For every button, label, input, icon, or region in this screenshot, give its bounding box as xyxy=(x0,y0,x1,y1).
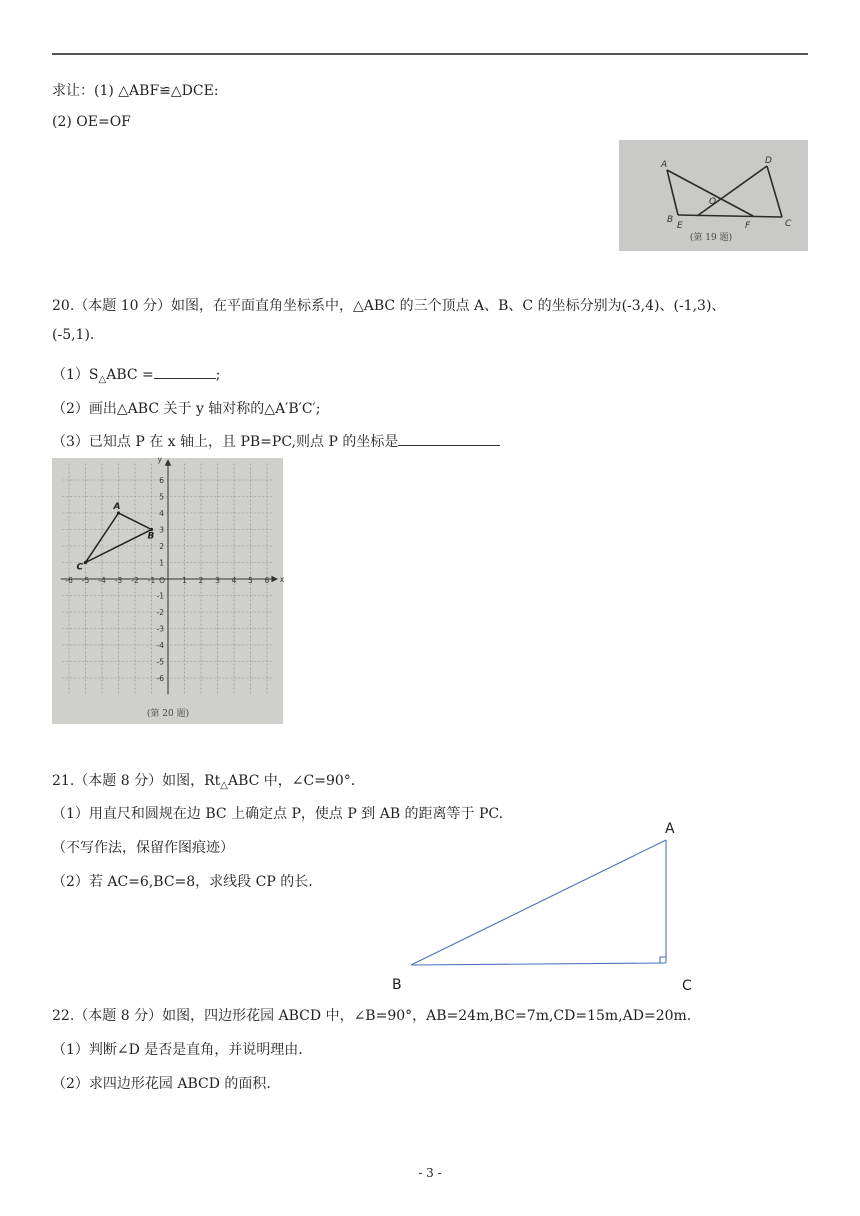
x-tick-label: 3 xyxy=(215,576,220,585)
q21-line1-prefix: 21.（本题 8 分）如图，Rt xyxy=(52,773,221,789)
y-tick-label: -5 xyxy=(156,657,164,667)
q21-label-A: A xyxy=(665,821,675,837)
y-tick-label: -4 xyxy=(156,641,164,650)
y-axis-label: y xyxy=(157,455,162,465)
q21-figure xyxy=(385,812,705,997)
x-tick-label: 6 xyxy=(264,576,270,585)
q21-line1 xyxy=(52,770,365,791)
q21-part2: （2）若 AC=6,BC=8，求线段 CP 的长. xyxy=(52,874,313,890)
q20-part3 xyxy=(52,431,500,451)
x-tick-label: -1 xyxy=(147,576,156,585)
y-tick-label: 5 xyxy=(159,492,164,502)
q21-part1: （1）用直尺和圆规在边 BC 上确定点 P，使点 P 到 AB 的距离等于 PC. xyxy=(52,806,504,822)
x-tick-label: 4 xyxy=(231,576,237,585)
x-tick-label: 5 xyxy=(248,576,253,585)
origin-label: O xyxy=(159,576,165,585)
x-tick-label: 1 xyxy=(182,576,187,585)
q19-figure xyxy=(619,140,808,251)
q19-label-F: F xyxy=(745,221,751,231)
q19-label-D: D xyxy=(765,156,772,166)
q20-part1-end: ; xyxy=(215,367,221,383)
q20-part1-blank xyxy=(154,366,216,379)
q19-line2: (2) OE=OF xyxy=(52,114,131,130)
q20-part1-suffix: ABC = xyxy=(106,367,154,383)
header-rule xyxy=(52,53,808,55)
y-tick-label: 4 xyxy=(159,509,164,518)
y-tick-label: 2 xyxy=(159,542,164,551)
q22-part2: （2）求四边形花园 ABCD 的面积. xyxy=(52,1076,271,1092)
q19-line1: 求让：(1) △ABF≌△DCE: xyxy=(52,83,219,99)
page-number: - 3 - xyxy=(418,1166,442,1180)
q20-figure xyxy=(52,455,285,724)
q21-line1-suffix: ABC 中，∠C=90°． xyxy=(227,773,365,789)
x-tick-label: -2 xyxy=(131,576,139,585)
y-tick-label: -2 xyxy=(156,608,164,617)
q22-line1: 22.（本题 8 分）如图，四边形花园 ABCD 中，∠B=90°，AB=24m,BC=7m,CD=15m,AD=20m. xyxy=(52,1008,692,1024)
q22-part1: （1）判断∠D 是否是直角，并说明理由. xyxy=(52,1042,303,1058)
q20-part1 xyxy=(52,364,220,385)
x-axis-label: x xyxy=(279,575,285,584)
vertex-label-B: B xyxy=(147,531,155,542)
q20-part3-text: （3）已知点 P 在 x 轴上，且 PB=PC,则点 P 的坐标是 xyxy=(52,434,399,450)
q20-part3-blank xyxy=(398,433,500,446)
y-tick-label: 6 xyxy=(159,476,164,485)
y-tick-label: -3 xyxy=(156,624,164,634)
q19-caption: (第 19 题) xyxy=(689,233,733,243)
x-tick-label: 2 xyxy=(198,576,204,585)
q20-line2: (-5,1). xyxy=(52,327,95,343)
x-tick-label: -5 xyxy=(81,576,90,585)
q19-label-E: E xyxy=(677,221,683,231)
q20-caption: (第 20 题) xyxy=(146,709,190,719)
vertex-C xyxy=(84,561,87,564)
vertex-label-A: A xyxy=(113,502,121,512)
q19-label-C: C xyxy=(785,219,792,229)
q19-label-O: O xyxy=(709,197,717,207)
q21-label-B: B xyxy=(392,977,402,993)
q21-line1-sub: △ xyxy=(220,780,228,791)
q20-line1: 20.（本题 10 分）如图，在平面直角坐标系中，△ABC 的三个顶点 A、B、C 的坐标分别为(-3,4)、(-1,3)、 xyxy=(52,298,726,314)
q19-label-A: A xyxy=(661,160,668,170)
y-tick-label: -1 xyxy=(156,591,164,601)
q21-part1-note: （不写作法，保留作图痕迹） xyxy=(52,840,234,856)
x-tick-label: -4 xyxy=(98,576,106,585)
x-tick-label: -6 xyxy=(65,576,73,585)
vertex-label-C: C xyxy=(76,562,84,573)
y-tick-label: -6 xyxy=(156,674,164,683)
q21-label-C: C xyxy=(682,978,692,994)
q20-part1-prefix: （1）S xyxy=(52,367,99,383)
y-tick-label: 1 xyxy=(159,558,164,568)
q19-label-B: B xyxy=(667,215,674,225)
q20-part1-sub: △ xyxy=(98,374,107,385)
q20-part2: （2）画出△ABC 关于 y 轴对称的△A′B′C′; xyxy=(52,401,321,417)
y-tick-label: 3 xyxy=(159,525,164,535)
x-tick-label: -3 xyxy=(114,576,123,585)
